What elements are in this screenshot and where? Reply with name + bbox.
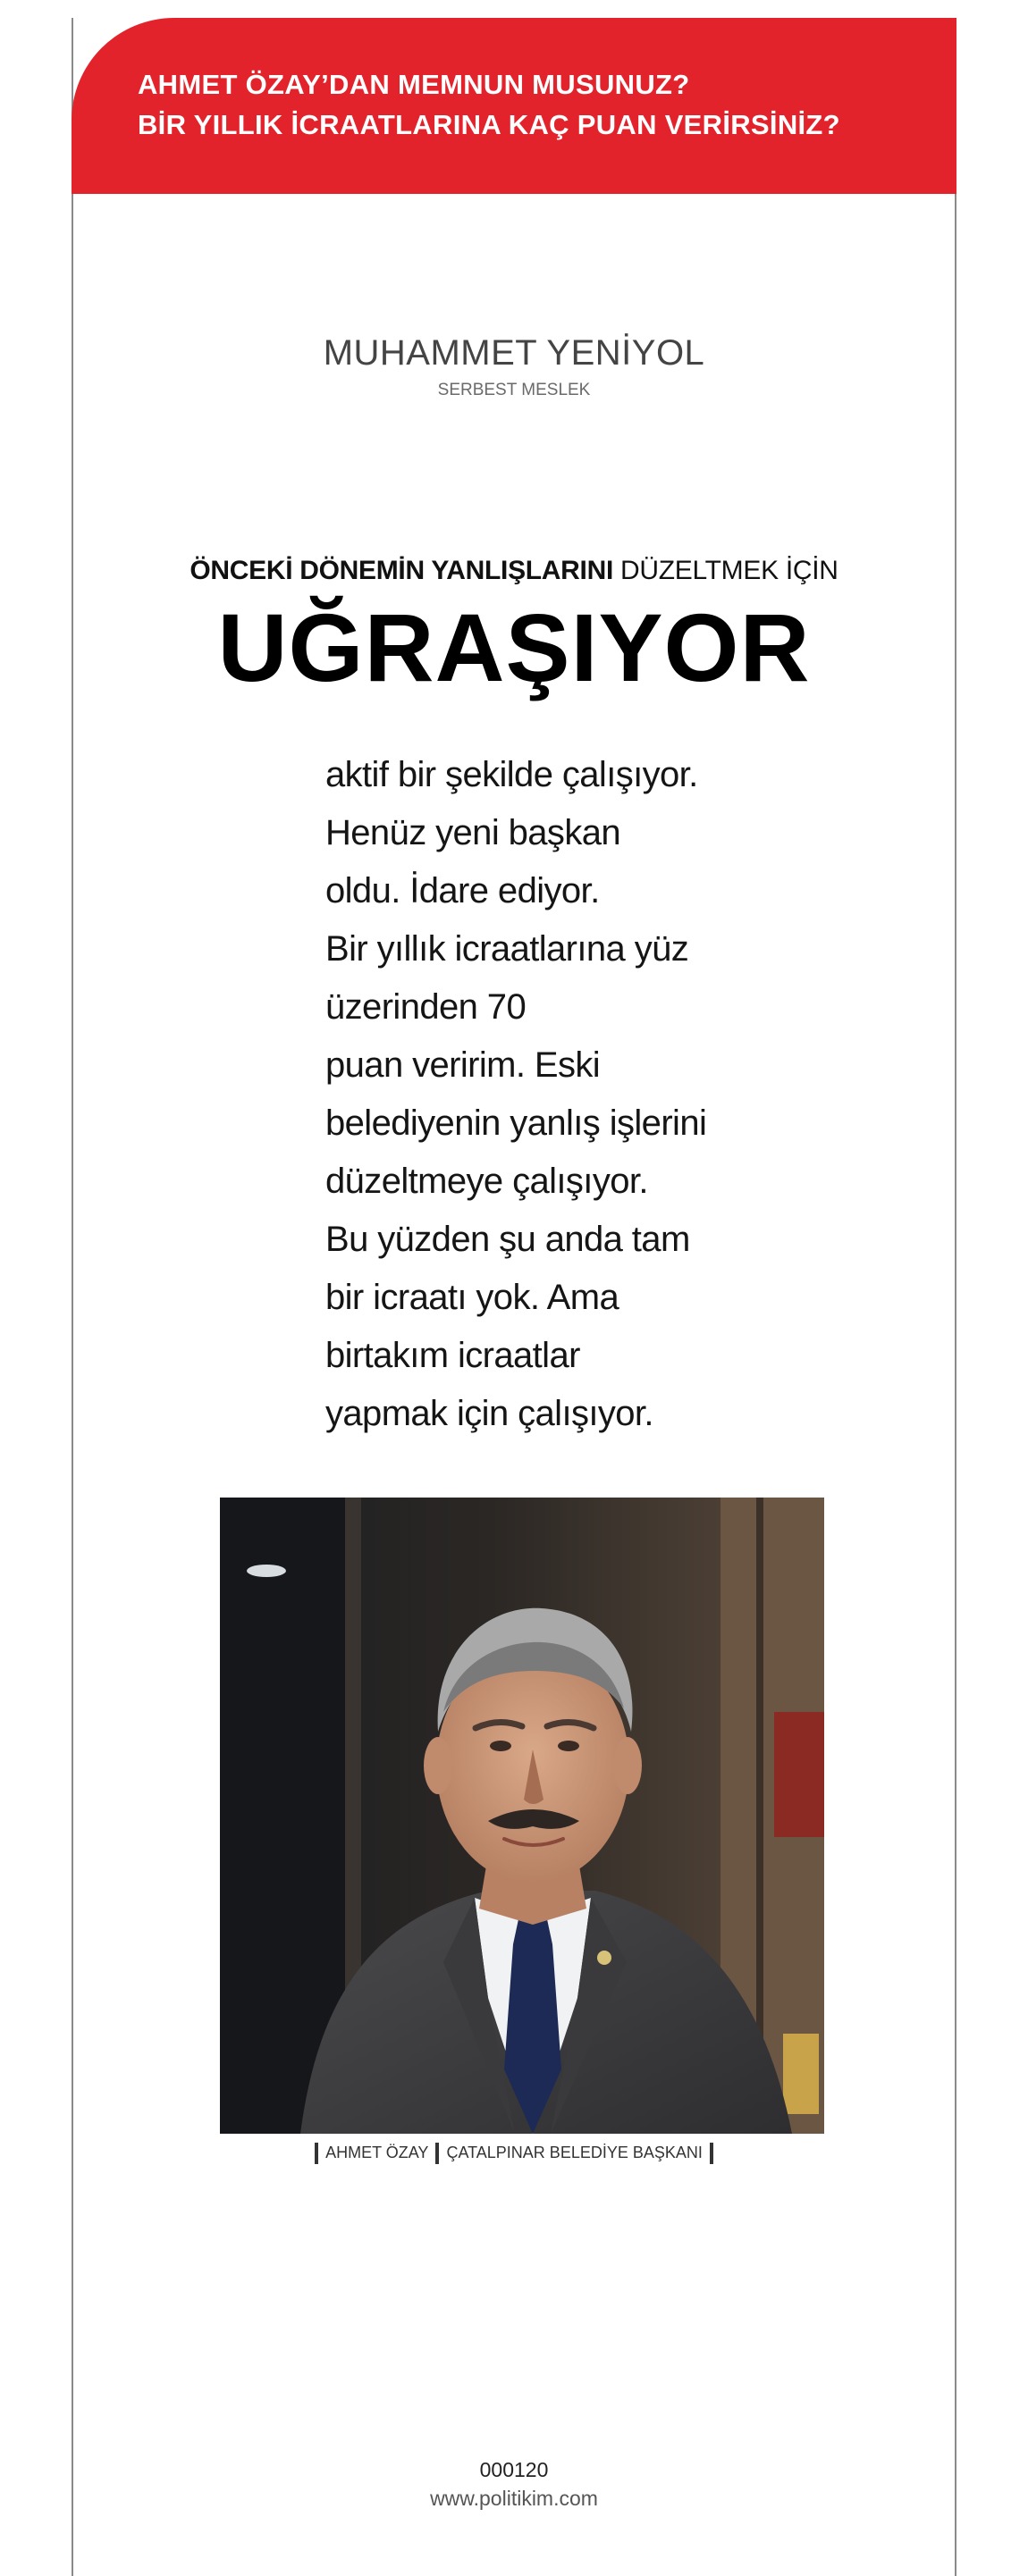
caption-person-title: ÇATALPINAR BELEDİYE BAŞKANI (446, 2144, 703, 2161)
body-line: aktif bir şekilde çalışıyor. (325, 755, 698, 794)
caption-divider (710, 2143, 713, 2164)
body-line: bir icraatı yok. Ama (325, 1278, 619, 1317)
website-link[interactable]: www.politikim.com (430, 2487, 598, 2510)
respondent-occupation: SERBEST MESLEK (437, 381, 591, 399)
body-line: puan veririm. Eski (325, 1045, 601, 1085)
body-line: Bir yıllık icraatlarına yüz (325, 929, 689, 969)
respondent-block (72, 331, 956, 402)
body-line: Bu yüzden şu anda tam (325, 1220, 690, 1259)
respondent-name: MUHAMMET YENİYOL (323, 333, 705, 373)
body-line: belediyenin yanlış işlerini (325, 1103, 707, 1143)
caption-divider (315, 2143, 318, 2164)
body-line: yapmak için çalışıyor. (325, 1394, 653, 1433)
mayor-portrait-photo (220, 1498, 824, 2134)
kicker-regular-part: DÜZELTMEK İÇİN (620, 556, 838, 585)
body-line: oldu. İdare ediyor. (325, 871, 600, 910)
photo-caption (72, 2139, 956, 2166)
question-banner (72, 18, 956, 194)
banner-question-line-1: AHMET ÖZAY’DAN MEMNUN MUSUNUZ? (138, 69, 690, 100)
body-line: Henüz yeni başkan (325, 813, 621, 852)
caption-divider (435, 2143, 439, 2164)
body-line: üzerinden 70 (325, 987, 527, 1027)
body-line: düzeltmeye çalışıyor. (325, 1162, 648, 1201)
headline-kicker (72, 553, 956, 589)
body-line: birtakım icraatlar (325, 1336, 580, 1375)
main-headline: UĞRAŞIYOR (217, 593, 811, 701)
article-body (325, 746, 826, 1443)
page-code: 000120 (479, 2458, 549, 2481)
banner-question-line-2: BİR YILLIK İCRAATLARINA KAÇ PUAN VERİRSİNİZ? (138, 109, 840, 140)
caption-person-name: AHMET ÖZAY (325, 2144, 429, 2161)
kicker-bold-part: ÖNCEKİ DÖNEMİN YANLIŞLARINI (190, 556, 613, 585)
page-footer (72, 2455, 956, 2513)
